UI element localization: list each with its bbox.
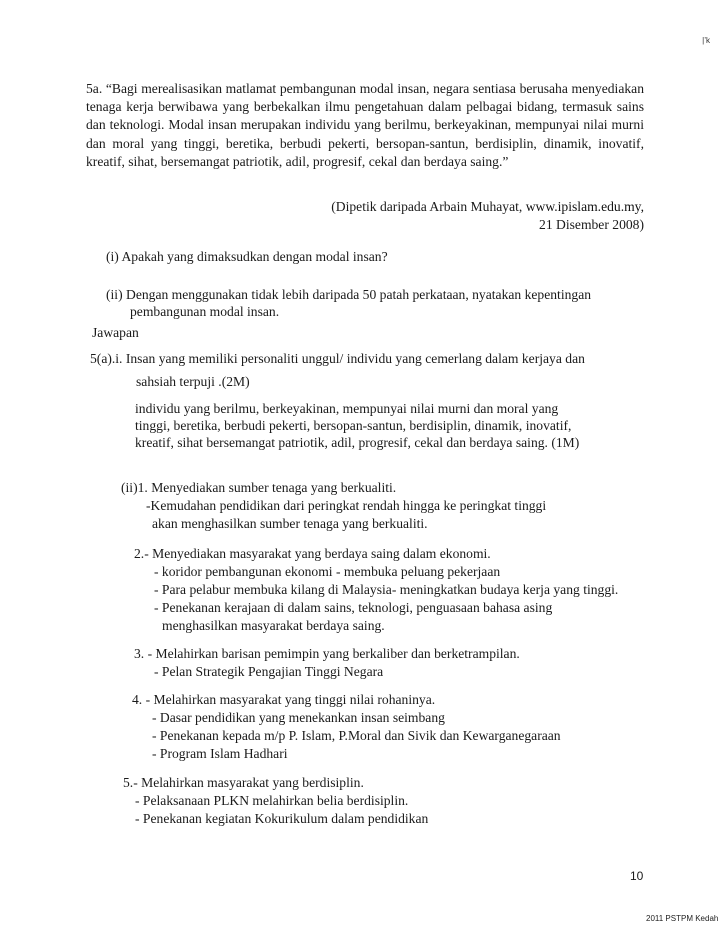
answer-i-extra-line: tinggi, beretika, berbudi pekerti, bersopan-santun, berdisiplin, dinamik, inovatif, [135,418,572,433]
point-detail: - koridor pembangunan ekonomi - membuka peluang pekerjaan [154,564,501,579]
point-heading: 4. - Melahirkan masyarakat yang tinggi nilai rohaninya. [132,692,436,707]
question-ii-line-1: (ii) Dengan menggunakan tidak lebih daripada 50 patah perkataan, nyatakan kepentingan [106,287,592,302]
point-detail: - Penekanan kegiatan Kokurikulum dalam pendidikan [135,811,429,826]
citation-source: (Dipetik daripada Arbain Muhayat, [331,199,523,214]
point-detail: - Program Islam Hadhari [152,746,288,761]
answer-ii-point-1 [121,479,546,533]
passage [86,80,644,171]
footer-mark: 2011 PSTPM Kedah [646,914,719,923]
point-detail: -Kemudahan pendidikan dari peringkat rendah hingga ke peringkat tinggi [146,498,547,513]
citation-date: 21 Disember 2008) [539,217,644,233]
point-detail: - Pelaksanaan PLKN melahirkan belia berdisiplin. [135,793,409,808]
passage-label: 5a. [86,81,103,96]
page-number: 10 [630,869,644,883]
point-heading: 3. - Melahirkan barisan pemimpin yang berkaliber dan berketrampilan. [134,646,520,661]
answer-heading: Jawapan [92,325,139,340]
answer-ii-point-5 [123,774,428,828]
answer-i-extra [135,400,579,451]
answer-i-line-2: sahsiah terpuji .(2M) [136,374,250,389]
point-detail: - Penekanan kerajaan di dalam sains, teknologi, penguasaan bahasa asing [154,600,553,615]
answer-i-extra-line: kreatif, sihat bersemangat patriotik, adil, progresif, cekal dan berdaya saing. (1M) [135,435,580,450]
citation-line-1 [300,198,644,216]
corner-mark: |’k [702,36,710,45]
point-heading: 5.- Melahirkan masyarakat yang berdisiplin. [123,775,364,790]
point-detail: akan menghasilkan sumber tenaga yang berkualiti. [152,516,428,531]
citation-url: www.ipislam.edu.my, [525,199,644,214]
point-detail: menghasilkan masyarakat berdaya saing. [162,618,385,633]
question-i: (i) Apakah yang dimaksudkan dengan modal insan? [106,249,388,264]
citation [300,198,644,234]
point-heading: (ii)1. Menyediakan sumber tenaga yang berkualiti. [121,480,397,495]
answer-i-extra-line: individu yang berilmu, berkeyakinan, mempunyai nilai murni dan moral yang [135,401,559,416]
answer-ii-point-3 [134,645,520,681]
point-detail: - Penekanan kepada m/p P. Islam, P.Moral dan Sivik dan Kewarganegaraan [152,728,561,743]
point-detail: - Para pelabur membuka kilang di Malaysia- meningkatkan budaya kerja yang tinggi. [154,582,619,597]
answer-ii-point-4 [132,691,561,763]
point-heading: 2.- Menyediakan masyarakat yang berdaya saing dalam ekonomi. [134,546,491,561]
point-detail: - Pelan Strategik Pengajian Tinggi Negara [154,664,384,679]
answer-ii-point-2 [134,545,618,635]
passage-text: “Bagi merealisasikan matlamat pembangunan modal insan, negara sentiasa berusaha menyediakan tenaga kerja berwibawa yang berbekalkan ilmu pengetahuan dalam pelbagai bidang, termasuk sains dan teknologi. Modal insan merupakan individu yang berilmu, berkeyakinan, mempunyai nilai murni dan moral yang tinggi, beretika, berbudi pekerti, bersopan-santun, berdisiplin, dinamik, inovatif, kreatif, sihat, bersemangat patriotik, adil, progresif, cekal dan berdaya saing.” [86,81,644,169]
question-ii-line-2: pembangunan modal insan. [130,304,280,319]
point-detail: - Dasar pendidikan yang menekankan insan seimbang [152,710,445,725]
answer-i-line-1: 5(a).i. Insan yang memiliki personaliti unggul/ individu yang cemerlang dalam kerjaya dan [90,351,585,366]
